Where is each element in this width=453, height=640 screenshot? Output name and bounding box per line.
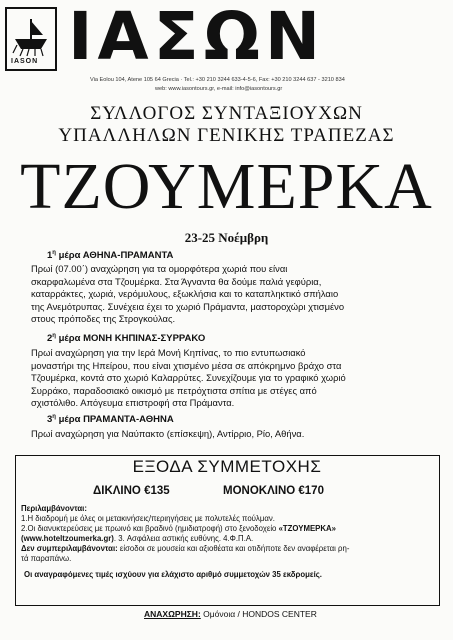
fees-title: ΕΞΟΔΑ ΣΥΜΜΕΤΟΧΗΣ xyxy=(132,457,322,476)
brand-name: ΙΑΣΩΝ xyxy=(68,0,326,75)
day-1-line: της Ανεμότρυπας. Συνέχεια έχει το χωριό Πράμαντα, μαστοροχώρι χτισμένο xyxy=(31,300,345,312)
day-2-title: μέρα ΜΟΝΗ ΚΗΠΙΝΑΣ-ΣΥΡΡΑΚΟ xyxy=(55,333,206,345)
excludes-line-2: τά παραπάνω. xyxy=(21,554,72,563)
departure-place: Ομόνοια / HONDOS CENTER xyxy=(200,609,317,619)
day-3-text xyxy=(31,428,304,441)
minimum-note: Οι αναγραφόμενες τιμές ισχύουν για ελάχιστο αριθμό συμμετοχών 35 εκδρομείς. xyxy=(24,570,322,579)
day-1-suffix: η xyxy=(52,250,56,256)
day-2-line: Συρράκο, παραδοσιακό οικισμό με πετρόχτιστα σπίτια με στέγες από xyxy=(31,384,317,396)
day-1-line: καταρράκτες, χωριά, νερόμυλους, εξωκλήσια και το καταπληκτικό σπήλαιο xyxy=(31,288,339,300)
day-3-number: 3 xyxy=(47,414,53,426)
includes-line-2 xyxy=(21,524,336,535)
day-1-line: Πρωί (07.00΄) αναχώρηση για τα ομορφότερα χωριά που είναι xyxy=(31,263,288,274)
hotel-name: «ΤΖΟΥΜΕΡΚΑ» xyxy=(278,524,336,533)
hotel-website: (www.hoteltzoumerka.gr) xyxy=(21,534,114,543)
excludes-text: είσοδοι σε μουσεία και αξιοθέατα και οτιδήποτε δεν αναφέρεται ρη- xyxy=(117,544,350,553)
excludes-line xyxy=(21,544,349,555)
day-1-title: μέρα ΑΘΗΝΑ-ΠΡΑΜΑΝΤΑ xyxy=(55,250,174,262)
agency-address: Via Eolou 104, Atene 105 64 Grecia · Tel.: +30 210 3244 633-4-5-6, Fax: +30 210 3244 637 - 3210 834 xyxy=(90,77,345,83)
day-3-title: μέρα ΠΡΑΜΑΝΤΑ-ΑΘΗΝΑ xyxy=(55,414,174,426)
departure-label: ΑΝΑΧΩΡΗΣΗ: xyxy=(144,609,201,619)
departure-line xyxy=(144,609,317,619)
logo-text: IASON xyxy=(11,58,39,65)
includes-line-3 xyxy=(21,534,253,545)
day-3-line: Πρωί αναχώρηση για Ναύπακτο (επίσκεψη), Αντίρριο, Ρίο, Αθήνα. xyxy=(31,428,305,439)
page-title: ΤΖΟΥΜΕΡΚΑ xyxy=(20,150,433,223)
day-2-number: 2 xyxy=(47,333,53,345)
logo xyxy=(5,7,57,71)
day-3-suffix: η xyxy=(52,414,56,420)
includes-line-2-text: 2.Οι διανυκτερεύσεις με πρωινό και βραδινό (ημιδιατροφή) στο ξενοδοχείο xyxy=(21,524,279,533)
day-1-number: 1 xyxy=(47,250,53,262)
day-2-line: Τζουμέρκα, κοντά στο χωριό Καλαρρύτες. Συνεχίζουμε για το γραφικό χωριό xyxy=(31,372,346,384)
day-2-heading xyxy=(47,333,205,344)
includes-line-1: 1.Η διαδρομή με όλες οι μετακινήσεις/περιηγήσεις με πολυτελές πούλμαν. xyxy=(21,514,275,523)
agency-web: web: www.iasontours.gr, e-mail: info@iasontours.gr xyxy=(155,86,283,92)
day-2-suffix: η xyxy=(52,333,56,339)
org-line-2: ΥΠΑΛΛΗΛΩΝ ΓΕΝΙΚΗΣ ΤΡΑΠΕΖΑΣ xyxy=(58,125,395,146)
day-1-heading xyxy=(47,250,173,261)
day-2-line: σχιστόλιθο. Απόγευμα επιστροφή στα Πράμαντα. xyxy=(31,397,235,409)
day-1-line: στους πρόποδες της Στρογκούλας. xyxy=(31,313,176,325)
price-double: ΔΙΚΛΙΝΟ €135 xyxy=(93,485,170,497)
price-single: ΜΟΝΟΚΛΙΝΟ €170 xyxy=(223,485,324,497)
org-line-1: ΣΥΛΛΟΓΟΣ ΣΥΝΤΑΞΙΟΥΧΩΝ xyxy=(90,103,363,124)
day-1-text xyxy=(31,263,344,326)
day-1-line: σκαρφαλωμένα στα Τζουμέρκα. Στα Άγναντα θα δούμε παλιά γεφύρια, xyxy=(31,275,322,287)
includes-label: Περιλαμβάνονται: xyxy=(21,504,87,513)
day-3-heading xyxy=(47,414,174,425)
tour-dates: 23-25 Νοέμβρη xyxy=(184,230,269,245)
fees-box xyxy=(15,455,440,606)
day-2-line: μοναστήρι της Ηπείρου, που είναι χτισμένο μέσα σε απόκρημνο βράχο στα xyxy=(31,359,342,371)
day-2-line: Πρωί αναχώρηση για την Ιερά Μονή Κηπίνας, το πιο εντυπωσιακό xyxy=(31,347,306,358)
day-2-text xyxy=(31,347,346,410)
includes-line-3-text: . 3. Ασφάλεια αστικής ευθύνης. 4.Φ.Π.Α. xyxy=(113,534,254,543)
excludes-label: Δεν συμπεριλαμβάνονται: xyxy=(21,544,118,553)
